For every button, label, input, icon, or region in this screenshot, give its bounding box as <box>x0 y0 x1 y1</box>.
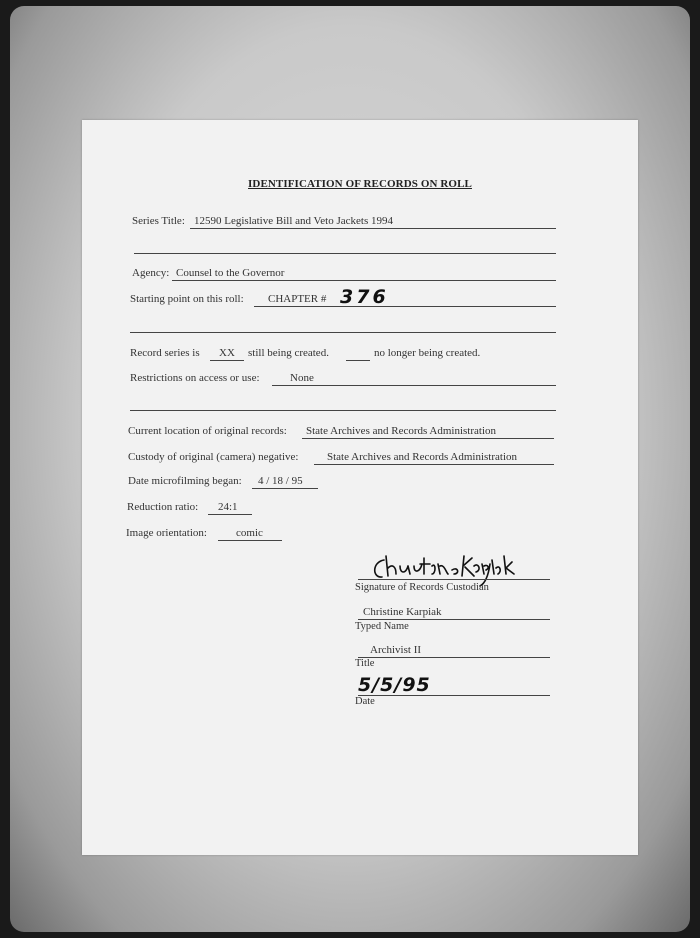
chapter-number-handwritten: 376 <box>340 286 389 308</box>
typed-name-label: Typed Name <box>355 621 409 632</box>
signature-line <box>358 579 550 580</box>
agency-value: Counsel to the Governor <box>176 267 285 279</box>
series-title-value: 12590 Legislative Bill and Veto Jackets 1994 <box>194 215 393 227</box>
series-title-line <box>190 228 556 229</box>
image-orientation-label: Image orientation: <box>126 527 207 539</box>
title-line <box>358 657 550 658</box>
title-value: Archivist II <box>370 644 422 656</box>
reduction-ratio-value: 24:1 <box>218 501 238 513</box>
agency-line <box>172 280 556 281</box>
series-title-continuation-line <box>134 253 556 254</box>
starting-point-value: CHAPTER # <box>268 293 327 305</box>
starting-point-line <box>254 306 556 307</box>
custody-value: State Archives and Records Administration <box>327 451 518 463</box>
no-longer-being-created-text: no longer being created. <box>374 347 481 359</box>
record-series-mark: XX <box>219 347 235 359</box>
restrictions-continuation-line <box>130 410 556 411</box>
restrictions-label: Restrictions on access or use: <box>130 372 260 384</box>
date-handwritten: 5/5/95 <box>358 674 431 696</box>
records-form <box>82 120 638 855</box>
date-label: Date <box>355 696 375 707</box>
restrictions-value: None <box>290 372 314 384</box>
image-orientation-line <box>218 540 282 541</box>
record-series-mark-line <box>210 360 244 361</box>
reduction-ratio-line <box>208 514 252 515</box>
current-location-value: State Archives and Records Administration <box>306 425 497 437</box>
form-title: IDENTIFICATION OF RECORDS ON ROLL <box>248 178 472 190</box>
title-label: Title <box>355 658 375 669</box>
typed-name-value: Christine Karpiak <box>363 606 442 618</box>
date-began-value: 4 / 18 / 95 <box>258 475 303 487</box>
date-began-line <box>252 488 318 489</box>
still-being-created-text: still being created. <box>248 347 329 359</box>
agency-label: Agency: <box>132 267 170 279</box>
current-location-label: Current location of original records: <box>128 425 287 437</box>
typed-name-line <box>358 619 550 620</box>
custody-label: Custody of original (camera) negative: <box>128 451 299 463</box>
custody-line <box>314 464 554 465</box>
signature-label: Signature of Records Custodian <box>355 582 489 593</box>
date-line <box>358 695 550 696</box>
image-orientation-value: comic <box>236 527 263 539</box>
reduction-ratio-label: Reduction ratio: <box>127 501 199 513</box>
no-longer-blank-line <box>346 360 370 361</box>
starting-point-continuation-line <box>130 332 556 333</box>
date-began-label: Date microfilming began: <box>128 475 242 487</box>
restrictions-line <box>272 385 556 386</box>
series-title-label: Series Title: <box>132 215 185 227</box>
record-series-label: Record series is <box>130 347 200 359</box>
starting-point-label: Starting point on this roll: <box>130 293 244 305</box>
current-location-line <box>302 438 554 439</box>
